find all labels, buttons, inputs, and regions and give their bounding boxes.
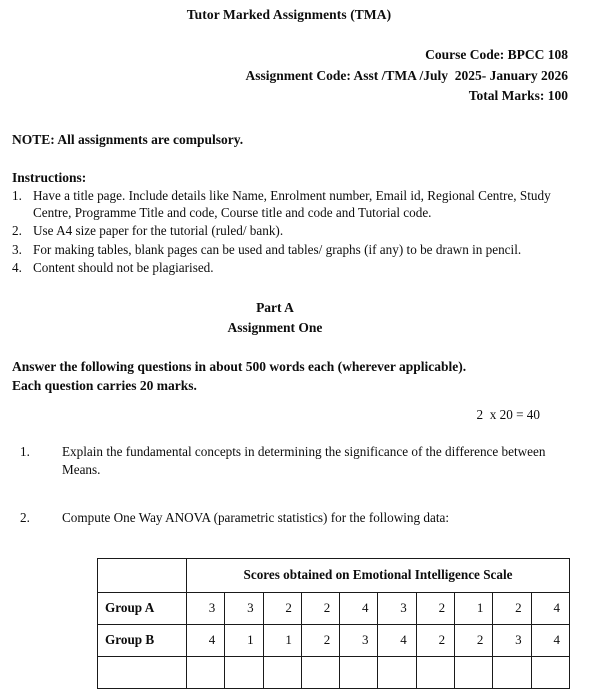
answer-instruction-line-1: Answer the following questions in about 500 words each (wherever applicable). [12, 358, 467, 374]
table-row [98, 624, 570, 656]
table-cell: 3 [493, 624, 531, 656]
table-cell: 2 [263, 592, 301, 624]
table-cell [301, 656, 339, 688]
table-cell: 2 [416, 624, 454, 656]
table-cell [340, 656, 378, 688]
table-cell: 4 [531, 592, 569, 624]
question-text: Explain the fundamental concepts in determining the significance of the difference between Means. [62, 443, 546, 477]
instruction-text: Have a title page. Include details like Name, Enrolment number, Email id, Regional Centre, Study Centre, Programme Title and code, Course title and code and Tutorial code. [33, 187, 551, 221]
table-header-title: Scores obtained on Emotional Intelligence Scale [187, 558, 570, 592]
row-label-clipped [98, 656, 187, 688]
question-number: 2. [20, 510, 30, 526]
assignment-code: Assignment Code: Asst /TMA /July 2025- January 2026 [245, 67, 568, 83]
table-row [98, 656, 570, 688]
answer-instructions [10, 357, 568, 396]
table-cell: 1 [225, 624, 263, 656]
question-number: 1. [20, 443, 30, 459]
instructions-list [10, 187, 568, 277]
table-cell [263, 656, 301, 688]
table-cell: 4 [531, 624, 569, 656]
instruction-item [12, 222, 568, 240]
table-cell: 4 [187, 624, 225, 656]
table-cell: 4 [340, 592, 378, 624]
table-cell: 3 [187, 592, 225, 624]
instruction-number: 1. [12, 187, 22, 203]
question-item [10, 509, 568, 527]
table-cell: 3 [340, 624, 378, 656]
table-cell: 2 [493, 592, 531, 624]
course-code: Course Code: BPCC 108 [425, 47, 568, 62]
question-item [10, 443, 568, 478]
table-cell [378, 656, 416, 688]
part-label: Part A [256, 300, 294, 316]
table-cell: 4 [378, 624, 416, 656]
assignment-label: Assignment One [227, 319, 323, 335]
total-marks: Total Marks: 100 [468, 88, 568, 104]
table-cell [493, 656, 531, 688]
instruction-text: Use A4 size paper for the tutorial (ruled/ bank). [33, 223, 284, 239]
row-label-group-a: Group A [98, 592, 187, 624]
question-text: Compute One Way ANOVA (parametric statistics) for the following data: [62, 510, 450, 526]
instruction-text: Content should not be plagiarised. [33, 259, 214, 275]
questions-list [10, 443, 568, 527]
marks-calculation: 2 x 20 = 40 [476, 406, 540, 422]
table-cell: 2 [455, 624, 493, 656]
instruction-number: 4. [12, 259, 22, 275]
table-corner-cell [98, 558, 187, 592]
table-cell: 2 [301, 592, 339, 624]
table-cell [225, 656, 263, 688]
instruction-item [12, 241, 568, 259]
instruction-number: 2. [12, 223, 22, 239]
table-cell: 2 [301, 624, 339, 656]
answer-instruction-line-2: Each question carries 20 marks. [12, 378, 197, 394]
part-section-heading [10, 298, 568, 336]
scores-table-container [97, 558, 570, 689]
table-cell: 3 [378, 592, 416, 624]
scores-table [97, 558, 570, 689]
table-cell [531, 656, 569, 688]
assignment-meta-block [10, 45, 568, 107]
table-row [98, 592, 570, 624]
compulsory-note: NOTE: All assignments are compulsory. [12, 131, 244, 147]
table-cell: 1 [455, 592, 493, 624]
table-cell [187, 656, 225, 688]
table-cell [416, 656, 454, 688]
instruction-number: 3. [12, 241, 22, 257]
instruction-item [12, 259, 568, 277]
table-cell [455, 656, 493, 688]
table-cell: 1 [263, 624, 301, 656]
table-cell: 2 [416, 592, 454, 624]
instruction-text: For making tables, blank pages can be used and tables/ graphs (if any) to be drawn in pencil. [33, 241, 522, 257]
row-label-group-b: Group B [98, 624, 187, 656]
table-header-row [98, 558, 570, 592]
page-title: Tutor Marked Assignments (TMA) [186, 7, 392, 22]
instructions-heading: Instructions: [12, 169, 87, 185]
table-cell: 3 [225, 592, 263, 624]
instruction-item [12, 187, 568, 222]
